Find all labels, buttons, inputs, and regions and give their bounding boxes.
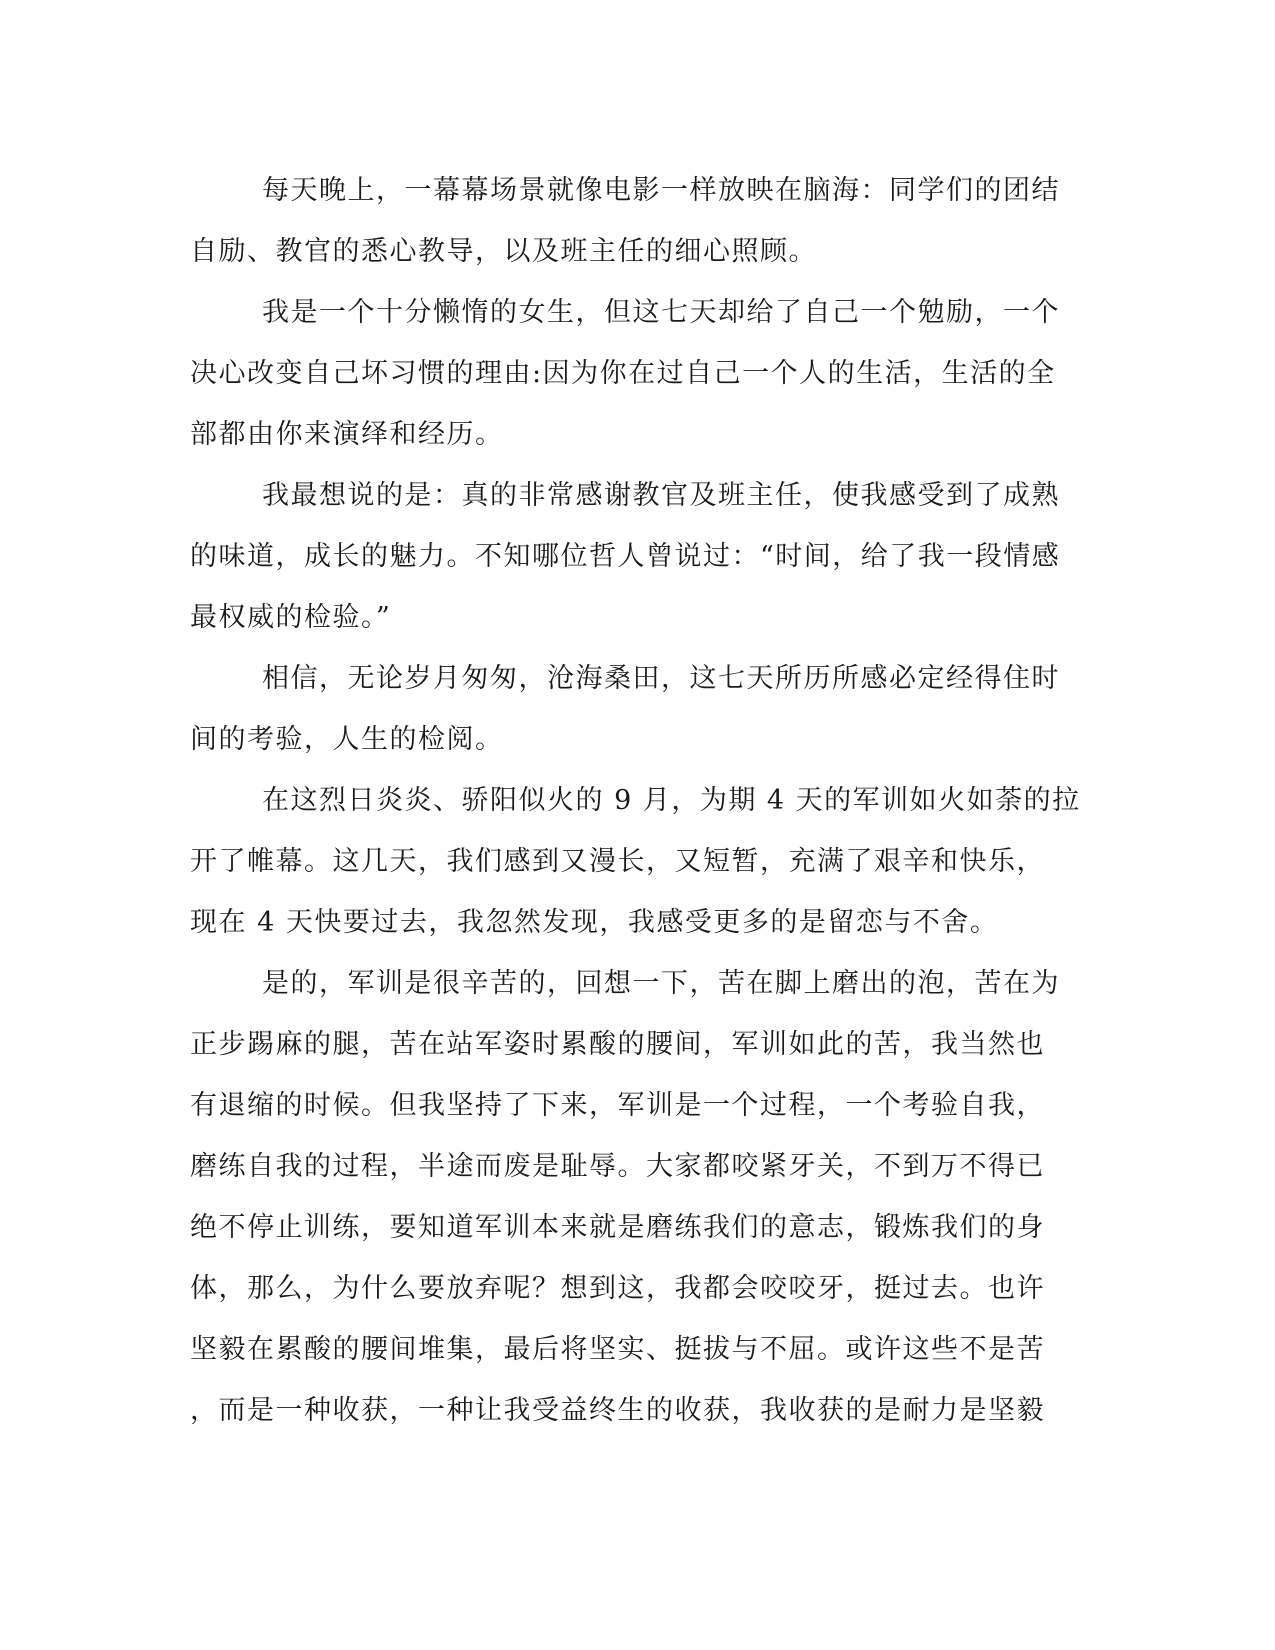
paragraph-line: ，而是一种收获，一种让我受益终生的收获，我收获的是耐力是坚毅 (190, 1395, 1045, 1426)
paragraph-line: 是的，军训是很辛苦的，回想一下，苦在脚上磨出的泡，苦在为 (262, 968, 1060, 999)
paragraph-2 (190, 282, 1080, 465)
paragraph-line: 决心改变自己坏习惯的理由:因为你在过自己一个人的生活，生活的全 (190, 358, 1056, 389)
paragraph-line: 自励、教官的悉心教导，以及班主任的细心照顾。 (190, 236, 817, 267)
paragraph-line: 有退缩的时候。但我坚持了下来，军训是一个过程，一个考验自我， (190, 1090, 1045, 1121)
paragraph-line: 在这烈日炎炎、骄阳似火的 9 月，为期 4 天的军训如火如荼的拉 (262, 785, 1081, 816)
paragraph-1 (190, 160, 1080, 282)
paragraph-line: 部都由你来演绎和经历。 (190, 419, 504, 450)
paragraph-line: 坚毅在累酸的腰间堆集，最后将坚实、挺拔与不屈。或许这些不是苦 (190, 1334, 1045, 1365)
paragraph-line: 每天晚上，一幕幕场景就像电影一样放映在脑海：同学们的团结 (262, 175, 1060, 206)
paragraph-3 (190, 465, 1080, 648)
paragraph-line: 我是一个十分懒惰的女生，但这七天却给了自己一个勉励，一个 (262, 297, 1060, 328)
paragraph-line: 相信，无论岁月匆匆，沧海桑田，这七天所历所感必定经得住时 (262, 663, 1060, 694)
paragraph-line: 正步踢麻的腿，苦在站军姿时累酸的腰间，军训如此的苦，我当然也 (190, 1029, 1045, 1060)
paragraph-4 (190, 648, 1080, 770)
paragraph-line: 开了帷幕。这几天，我们感到又漫长，又短暂，充满了艰辛和快乐， (190, 846, 1045, 877)
paragraph-line: 绝不停止训练，要知道军训本来就是磨练我们的意志，锻炼我们的身 (190, 1212, 1045, 1243)
paragraph-line: 我最想说的是：真的非常感谢教官及班主任，使我感受到了成熟 (262, 480, 1060, 511)
paragraph-5 (190, 770, 1080, 953)
paragraph-line: 现在 4 天快要过去，我忽然发现，我感受更多的是留恋与不舍。 (190, 907, 999, 938)
paragraph-line: 体，那么，为什么要放弃呢？想到这，我都会咬咬牙，挺过去。也许 (190, 1273, 1045, 1304)
document-body (190, 160, 1080, 1441)
paragraph-line: 间的考验，人生的检阅。 (190, 724, 504, 755)
paragraph-line: 的味道，成长的魅力。不知哪位哲人曾说过：“时间，给了我一段情感 (190, 541, 1061, 572)
paragraph-line: 磨练自我的过程，半途而废是耻辱。大家都咬紧牙关，不到万不得已 (190, 1151, 1045, 1182)
paragraph-6 (190, 953, 1080, 1441)
paragraph-line: 最权威的检验。” (190, 602, 392, 633)
